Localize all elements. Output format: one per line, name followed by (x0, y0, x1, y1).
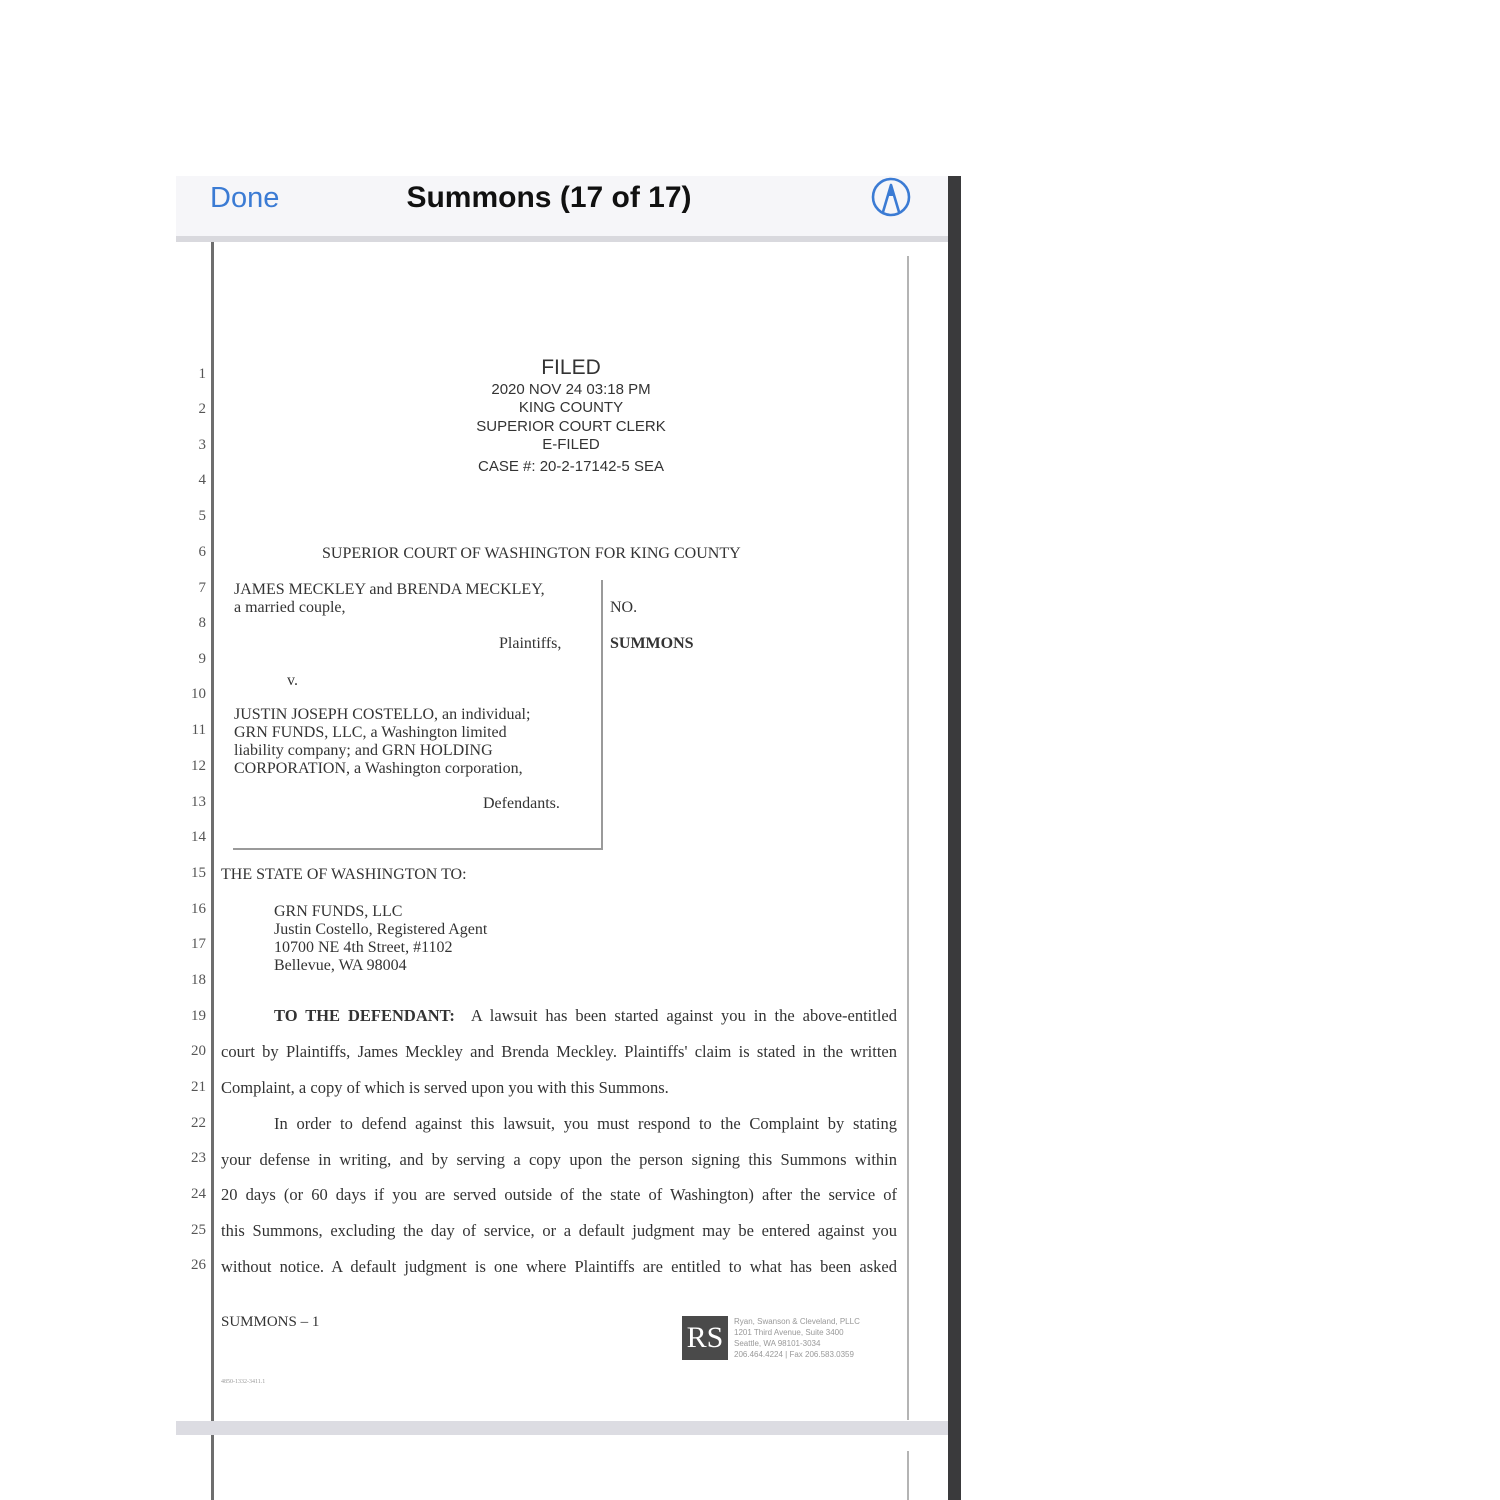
body-line-22: In order to defend against this lawsuit, you must respond to the Complaint by stating (274, 1114, 897, 1133)
line-number: 26 (191, 1257, 206, 1273)
filed-clerk: SUPERIOR COURT CLERK (476, 418, 666, 435)
line-number: 23 (191, 1150, 206, 1166)
footer-doc-code: 4850-1332-3411.1 (221, 1379, 266, 1385)
filed-county: KING COUNTY (518, 399, 624, 416)
filed-date: 2020 NOV 24 03:18 PM (491, 381, 651, 398)
firm-info (734, 1316, 904, 1360)
addressee-line: Bellevue, WA 98004 (274, 957, 407, 974)
addressee-heading: THE STATE OF WASHINGTON TO: (221, 866, 467, 883)
versus-label: v. (287, 672, 298, 689)
pdf-viewer[interactable] (176, 176, 948, 1500)
court-heading: SUPERIOR COURT OF WASHINGTON FOR KING COUNTY (322, 545, 741, 562)
firm-logo: RS (682, 1316, 728, 1360)
line-number: 5 (198, 508, 206, 524)
line-number: 8 (198, 615, 206, 631)
markup-button[interactable] (870, 176, 912, 218)
to-defendant-label: TO THE DEFENDANT: (274, 1006, 455, 1025)
case-number-label: NO. (610, 599, 638, 616)
firm-line: 1201 Third Avenue, Suite 3400 (734, 1328, 844, 1337)
done-button[interactable]: Done (210, 182, 280, 214)
line-number: 18 (191, 972, 206, 988)
defendants-names (234, 706, 530, 778)
line-number: 15 (191, 865, 206, 881)
line-number: 19 (191, 1008, 206, 1024)
defendant-line: JUSTIN JOSEPH COSTELLO, an individual; (234, 706, 531, 723)
body-line-26: without notice. A default judgment is one where Plaintiffs are entitled to what has been asked (221, 1257, 897, 1276)
caption-divider-vertical (601, 580, 603, 850)
line-number: 3 (198, 437, 206, 453)
line-number: 11 (191, 722, 206, 738)
line-number: 9 (198, 651, 206, 667)
next-page-right-rule (907, 1451, 909, 1500)
line-number: 12 (191, 758, 206, 774)
firm-line: Ryan, Swanson & Cleveland, PLLC (734, 1317, 860, 1326)
line-number: 13 (191, 794, 206, 810)
body-line-24: 20 days (or 60 days if you are served outside of the state of Washington) after the service of (221, 1185, 897, 1204)
line-number: 2 (198, 401, 206, 417)
line-number: 14 (191, 829, 206, 845)
filed-case-number: CASE #: 20-2-17142-5 SEA (478, 458, 664, 475)
body-line-23: your defense in writing, and by serving a copy upon the person signing this Summons within (221, 1150, 897, 1169)
defendants-label: Defendants. (483, 795, 560, 812)
body-text: A lawsuit has been started against you in the above-entitled (470, 1006, 898, 1025)
filed-title: FILED (541, 356, 601, 379)
addressee-block (274, 903, 487, 975)
line-number: 4 (198, 472, 206, 488)
line-number: 20 (191, 1043, 206, 1059)
plaintiffs-description: a married couple, (234, 599, 346, 616)
footer-page-label: SUMMONS – 1 (221, 1314, 320, 1330)
document-title: Summons (17 of 17) (406, 181, 692, 214)
page-right-margin-rule (907, 256, 909, 1420)
document-type-label: SUMMONS (610, 635, 694, 652)
plaintiffs-label: Plaintiffs, (499, 635, 562, 652)
navigation-bar (176, 176, 948, 242)
line-number: 21 (191, 1079, 206, 1095)
addressee-line: GRN FUNDS, LLC (274, 903, 403, 920)
filed-efiled: E-FILED (542, 436, 600, 453)
line-number: 24 (191, 1186, 206, 1202)
line-number: 16 (191, 901, 206, 917)
body-line-21: Complaint, a copy of which is served upon you with this Summons. (221, 1078, 669, 1097)
page-separator (176, 1421, 948, 1435)
defendant-line: liability company; and GRN HOLDING (234, 742, 493, 759)
line-number: 17 (191, 936, 206, 952)
line-number: 6 (198, 544, 206, 560)
caption-divider-horizontal (233, 848, 603, 850)
defendant-line: GRN FUNDS, LLC, a Washington limited (234, 724, 507, 741)
line-number: 1 (198, 366, 206, 382)
body-line-25: this Summons, excluding the day of service, or a default judgment may be entered against you (221, 1221, 897, 1240)
line-number: 7 (198, 580, 206, 596)
addressee-line: Justin Costello, Registered Agent (274, 921, 488, 938)
next-page-left-rule (211, 1435, 214, 1500)
firm-line: Seattle, WA 98101-3034 (734, 1339, 821, 1348)
markup-pen-circle-icon (870, 176, 912, 218)
line-number: 25 (191, 1222, 206, 1238)
plaintiffs-names: JAMES MECKLEY and BRENDA MECKLEY, (234, 581, 545, 598)
line-number: 22 (191, 1115, 206, 1131)
body-line-20: court by Plaintiffs, James Meckley and Brenda Meckley. Plaintiffs' claim is stated in the written (221, 1042, 897, 1061)
line-number: 10 (191, 686, 206, 702)
defendant-line: CORPORATION, a Washington corporation, (234, 760, 523, 777)
body-line-19 (274, 1006, 897, 1026)
page-left-margin-rule (211, 242, 214, 1426)
device-edge (948, 176, 961, 1500)
addressee-line: 10700 NE 4th Street, #1102 (274, 939, 453, 956)
firm-line: 206.464.4224 | Fax 206.583.0359 (734, 1350, 854, 1359)
